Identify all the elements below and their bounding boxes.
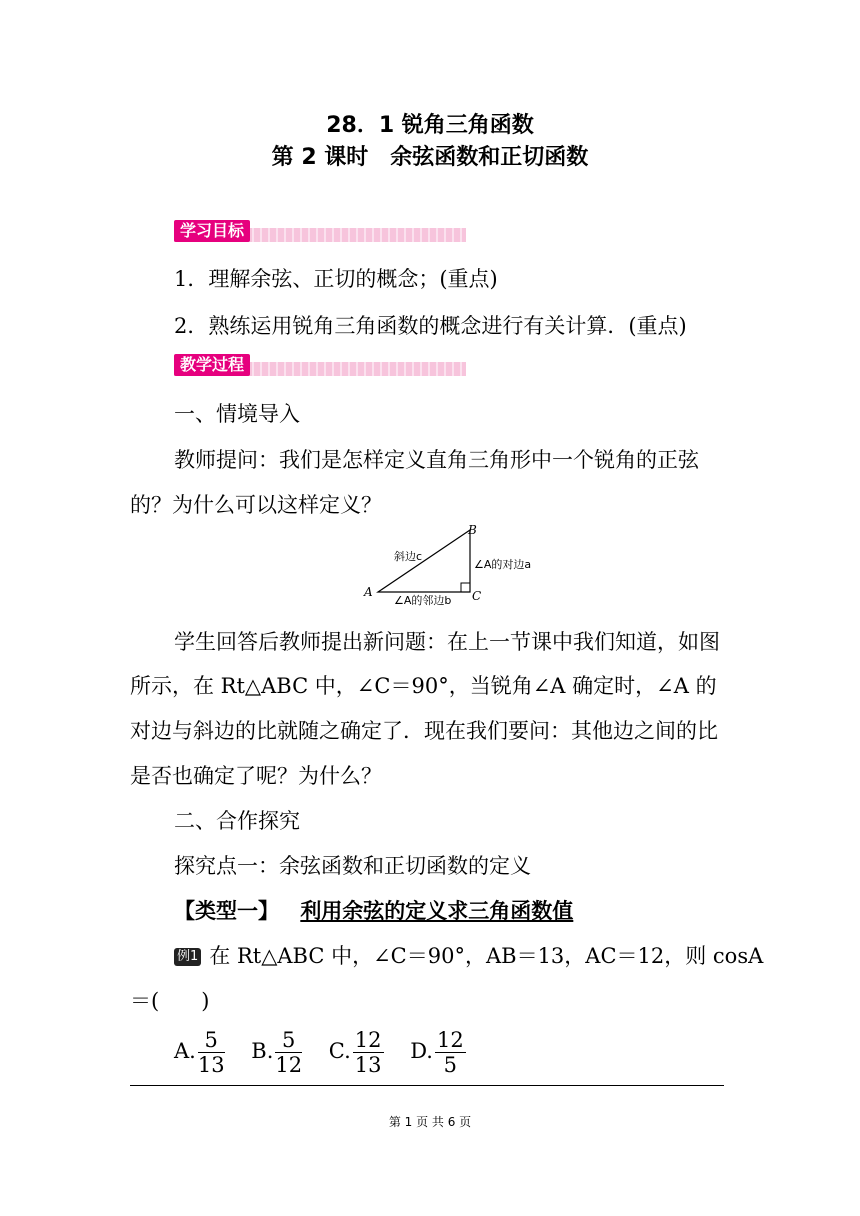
example-line — [174, 940, 763, 970]
example-line: ＝( ) — [130, 989, 210, 1013]
process-banner — [174, 354, 466, 376]
numerator: 5 — [198, 1028, 225, 1053]
paragraph-line: 所示，在 Rt△ABC 中，∠C＝90°，当锐角∠A 确定时，∠A 的 — [130, 674, 717, 698]
example-text: 在 Rt△ABC 中，∠C＝90°，AB＝13，AC＝12，则 cosA — [209, 944, 764, 968]
triangle-shape — [378, 530, 470, 592]
explore-point: 探究点一：余弦函数和正切函数的定义 — [174, 854, 531, 878]
page-title: 28．1 锐角三角函数 — [326, 113, 534, 138]
denominator: 12 — [275, 1053, 303, 1077]
type-heading — [174, 895, 573, 925]
example-tag: 例1 — [174, 948, 201, 966]
objectives-banner — [174, 220, 466, 242]
right-triangle-figure — [360, 520, 560, 610]
paragraph-line: 对边与斜边的比就随之确定了．现在我们要问：其他边之间的比 — [130, 719, 718, 743]
type-label: 【类型一】 — [174, 899, 279, 923]
footer-divider — [130, 1085, 724, 1086]
option-label: A. — [174, 1039, 196, 1063]
numerator: 12 — [354, 1028, 382, 1052]
adjacent-label: ∠A的邻边b — [394, 594, 452, 607]
opposite-label: ∠A的对边a — [474, 558, 532, 571]
vertex-a-label: A — [364, 585, 373, 599]
option-label: D. — [410, 1039, 433, 1063]
paragraph-line: 是否也确定了呢？为什么？ — [130, 764, 382, 788]
objective-item: 2．熟练运用锐角三角函数的概念进行有关计算．(重点) — [174, 314, 687, 338]
fraction — [353, 1028, 384, 1077]
option-label: C. — [328, 1039, 351, 1063]
fraction — [435, 1028, 466, 1077]
denominator: 13 — [197, 1053, 225, 1077]
fraction — [198, 1028, 225, 1077]
process-badge: 教学过程 — [174, 354, 250, 376]
option-b — [251, 1028, 304, 1077]
hypotenuse-label: 斜边c — [394, 550, 423, 563]
page-number: 第 1 页 共 6 页 — [388, 1115, 472, 1129]
vertex-b-label: B — [468, 523, 477, 537]
numerator: 5 — [275, 1028, 302, 1053]
type-title: 利用余弦的定义求三角函数值 — [300, 899, 574, 923]
option-a — [174, 1028, 227, 1077]
denominator: 13 — [354, 1053, 382, 1077]
paragraph-line: 的？为什么可以这样定义？ — [130, 493, 382, 517]
paragraph-line: 学生回答后教师提出新问题：在上一节课中我们知道，如图 — [174, 630, 720, 654]
numerator: 12 — [436, 1028, 464, 1052]
section-heading: 二、合作探究 — [174, 809, 300, 833]
fraction — [275, 1028, 302, 1077]
answer-options — [174, 1028, 486, 1077]
paragraph-line: 教师提问：我们是怎样定义直角三角形中一个锐角的正弦 — [174, 448, 699, 472]
right-angle-mark — [461, 583, 470, 592]
vertex-c-label: C — [472, 589, 482, 603]
option-label: B. — [251, 1039, 274, 1063]
objectives-badge: 学习目标 — [174, 220, 250, 242]
option-c — [329, 1028, 386, 1077]
objective-item: 1．理解余弦、正切的概念；(重点) — [174, 267, 498, 291]
option-d — [410, 1028, 468, 1077]
page-subtitle: 第 2 课时 余弦函数和正切函数 — [271, 145, 589, 170]
section-heading: 一、情境导入 — [174, 402, 300, 426]
denominator: 5 — [443, 1053, 458, 1077]
